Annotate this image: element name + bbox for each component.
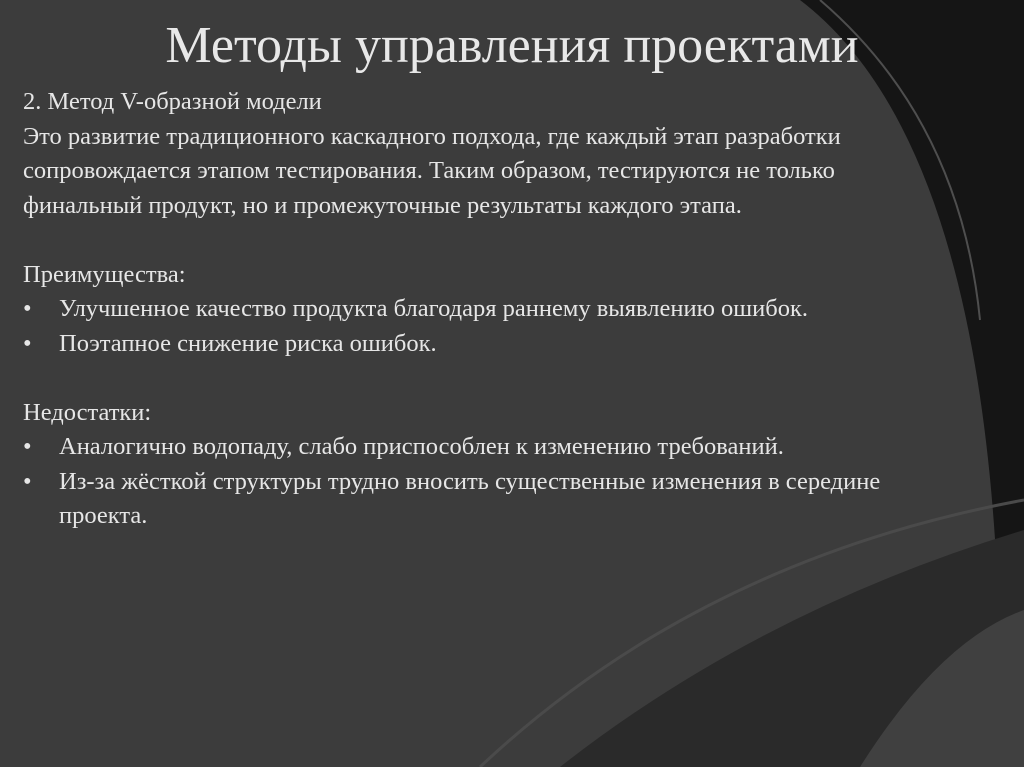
bullet-icon: • [23,329,32,357]
bullet-icon: • [23,433,32,460]
disadvantages-item-text: Из-за жёсткой структуры трудно вносить существенные изменения в середине проекта. [59,467,881,529]
disadvantages-item-text: Аналогично водопаду, слабо приспособлен к изменению требований. [59,433,784,460]
bullet-icon: • [23,467,32,495]
advantages-heading: Преимущества: [23,260,186,288]
spacer [23,361,983,396]
advantages-item-text: Улучшенное качество продукта благодаря раннему выявлению ошибок. [59,295,808,322]
spacer [23,223,983,258]
method-heading: 2. Метод V-образной модели [23,88,322,115]
advantages-list-item [23,327,983,362]
disadvantages-heading: Недостатки: [23,398,152,426]
disadvantages-list [23,430,983,534]
advantages-list-item [23,292,983,327]
advantages-item-text: Поэтапное снижение риска ошибок. [59,329,437,357]
advantages-list [23,292,983,361]
bullet-icon: • [23,295,32,322]
description-line: сопровождается этапом тестирования. Таким образом, тестируются не только [23,157,835,184]
description-line: финальный продукт, но и промежуточные результаты каждого этапа. [23,191,742,219]
slide-body [23,85,983,534]
description-line: Это развитие традиционного каскадного подхода, где каждый этап разработки [23,122,841,150]
disadvantages-list-item [23,430,983,465]
disadvantages-list-item [23,465,939,534]
slide-title: Методы управления проектами [165,17,859,74]
